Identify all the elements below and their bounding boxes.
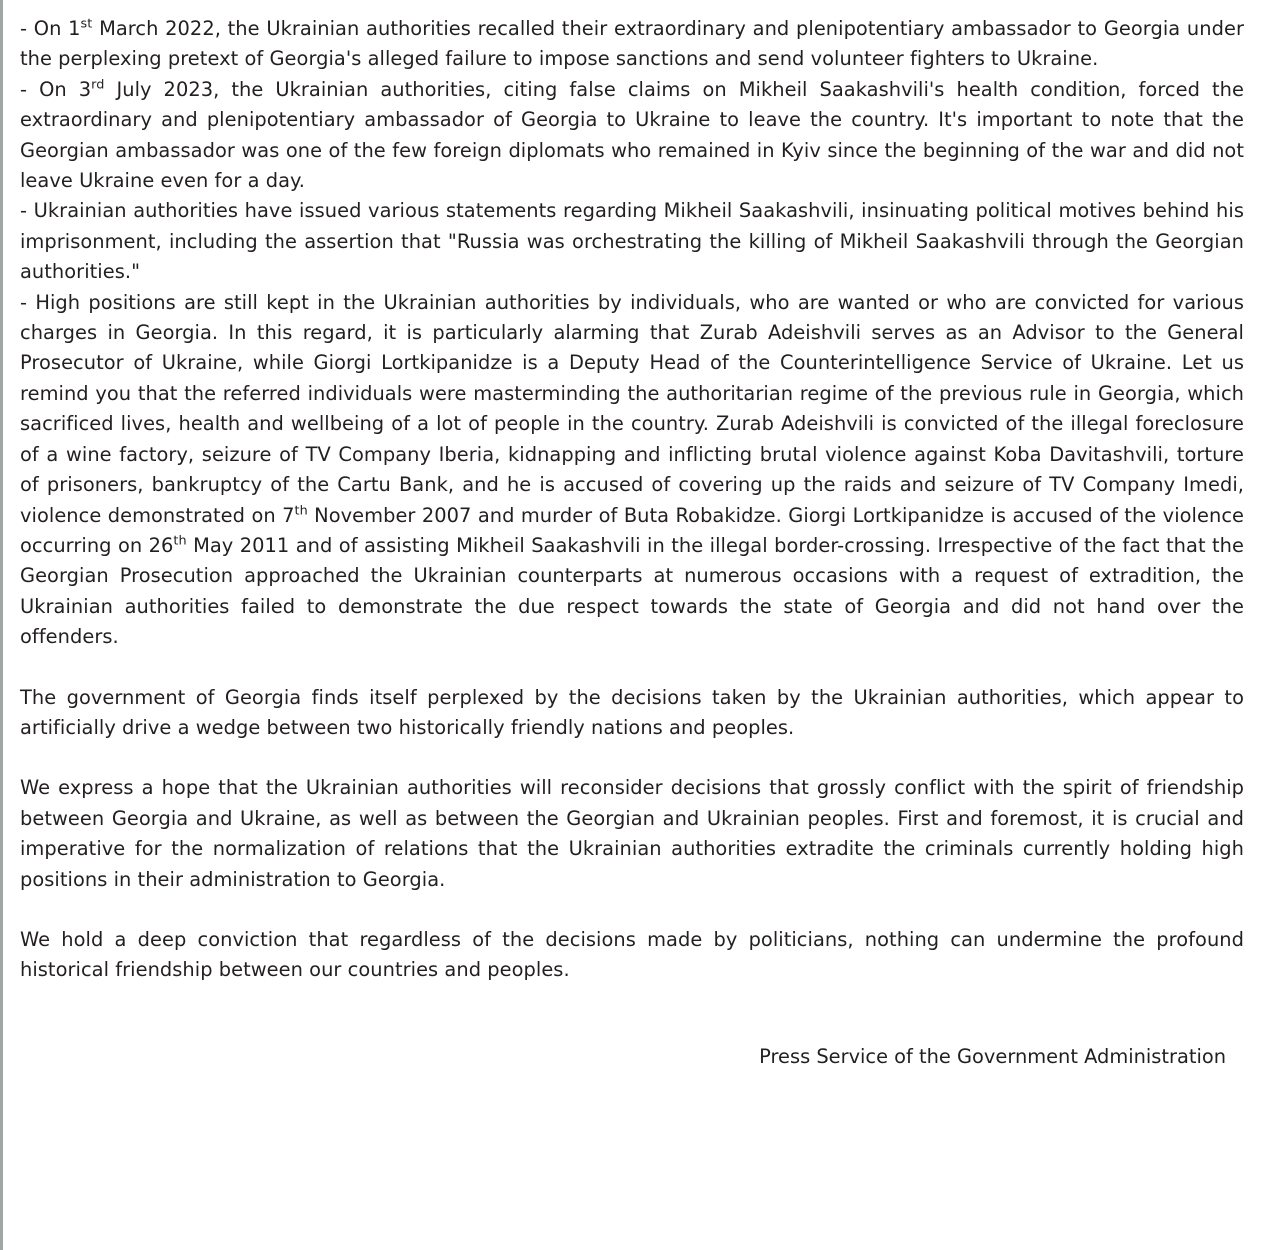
ordinal-suffix: st [80,16,93,32]
paragraph-spacer [20,653,1244,683]
bullet-prefix: - On [20,17,69,40]
signature-line: Press Service of the Government Administration [759,1044,1226,1068]
long-bullet-part-2: November 2007 and murder of Buta Robakidze. Giorgi Lortkipanidze is accused of the violence occurring on [20,503,1245,557]
bullet-list [20,14,1244,653]
bullet-prefix: - On [20,77,79,101]
bullet-item-long [20,288,1244,653]
date-suffix: th [173,533,187,549]
bullet-text: March 2022, the Ukrainian authorities recalled their extraordinary and plenipotentiary ambassador to Georgia under the perplexing pretext of Georgia's alleged failure to impose sanctions and send volunteer fighters to Ukraine. [20,17,1244,71]
long-bullet-part-3: May 2011 and of assisting Mikheil Saakashvili in the illegal border-crossing. Irrespective of the fact that the Georgian Prosecution approached the Ukrainian counterparts at numerous occasions with a request of extradition, the Ukrainian authorities failed to demonstrate the due respect towards the state of Georgia and did not hand over the offenders. [20,533,1244,649]
paragraph-2: We express a hope that the Ukrainian authorities will reconsider decisions that grossly conflict with the spirit of friendship between Georgia and Ukraine, as well as between the Georgian and Ukrainian peoples. First and foremost, it is crucial and imperative for the normalization of relations that the Ukrainian authorities extradite the criminals currently holding high positions in their administration to Georgia. [20,776,1244,891]
date-number: 26 [148,533,174,557]
bullet-text: - Ukrainian authorities have issued various statements regarding Mikheil Saakashvili, insinuating political motives behind his imprisonment, including the assertion that "Russia was orchestrating the killing of Mikheil Saakashvili through the Georgian authorities." [20,199,1244,284]
long-bullet-part-1: - High positions are still kept in the Ukrainian authorities by individuals, who are wanted or who are convicted for various charges in Georgia. In this regard, it is particularly alarming that Zurab Adeishvili serves as an Advisor to the General Prosecutor of Ukraine, while Giorgi Lortkipanidze is a Deputy Head of the Counterintelligence Service of Ukraine. Let us remind you that the referred individuals were masterminding the authoritarian regime of the previous rule in Georgia, which sacrificed lives, health and wellbeing of a lot of people in the country. Zurab Adeishvili is convicted of the illegal foreclosure of a wine factory, seizure of TV Company Iberia, kidnapping and inflicting brutal violence against Koba Davitashvili, torture of prisoners, bankruptcy of the Cartu Bank, and he is accused of covering up the raids and seizure of TV Company Imedi, violence demonstrated on [20,290,1244,527]
bullet-item [20,196,1244,287]
paragraph-3: We hold a deep conviction that regardless of the decisions made by politicians, nothing can undermine the profound historical friendship between our countries and peoples. [20,927,1244,982]
paragraph-1: The government of Georgia finds itself perplexed by the decisions taken by the Ukrainian authorities, which appear to artificially drive a wedge between two historically friendly nations and peoples. [20,685,1244,739]
bullet-item [20,14,1244,75]
bullet-text: July 2023, the Ukrainian authorities, citing false claims on Mikheil Saakashvili's health condition, forced the extraordinary and plenipotentiary ambassador of Georgia to Ukraine to leave the country. It's important to note that the Georgian ambassador was one of the few foreign diplomats who remained in Kyiv since the beginning of the war and did not leave Ukraine even for a day. [20,77,1244,193]
left-margin-rule [0,0,3,1250]
date-number: 7 [282,503,295,527]
ordinal-suffix: rd [91,77,105,93]
date-suffix: th [294,503,308,519]
ordinal-number: 1 [68,17,81,40]
ordinal-number: 3 [78,77,92,101]
bullet-item [20,75,1244,197]
